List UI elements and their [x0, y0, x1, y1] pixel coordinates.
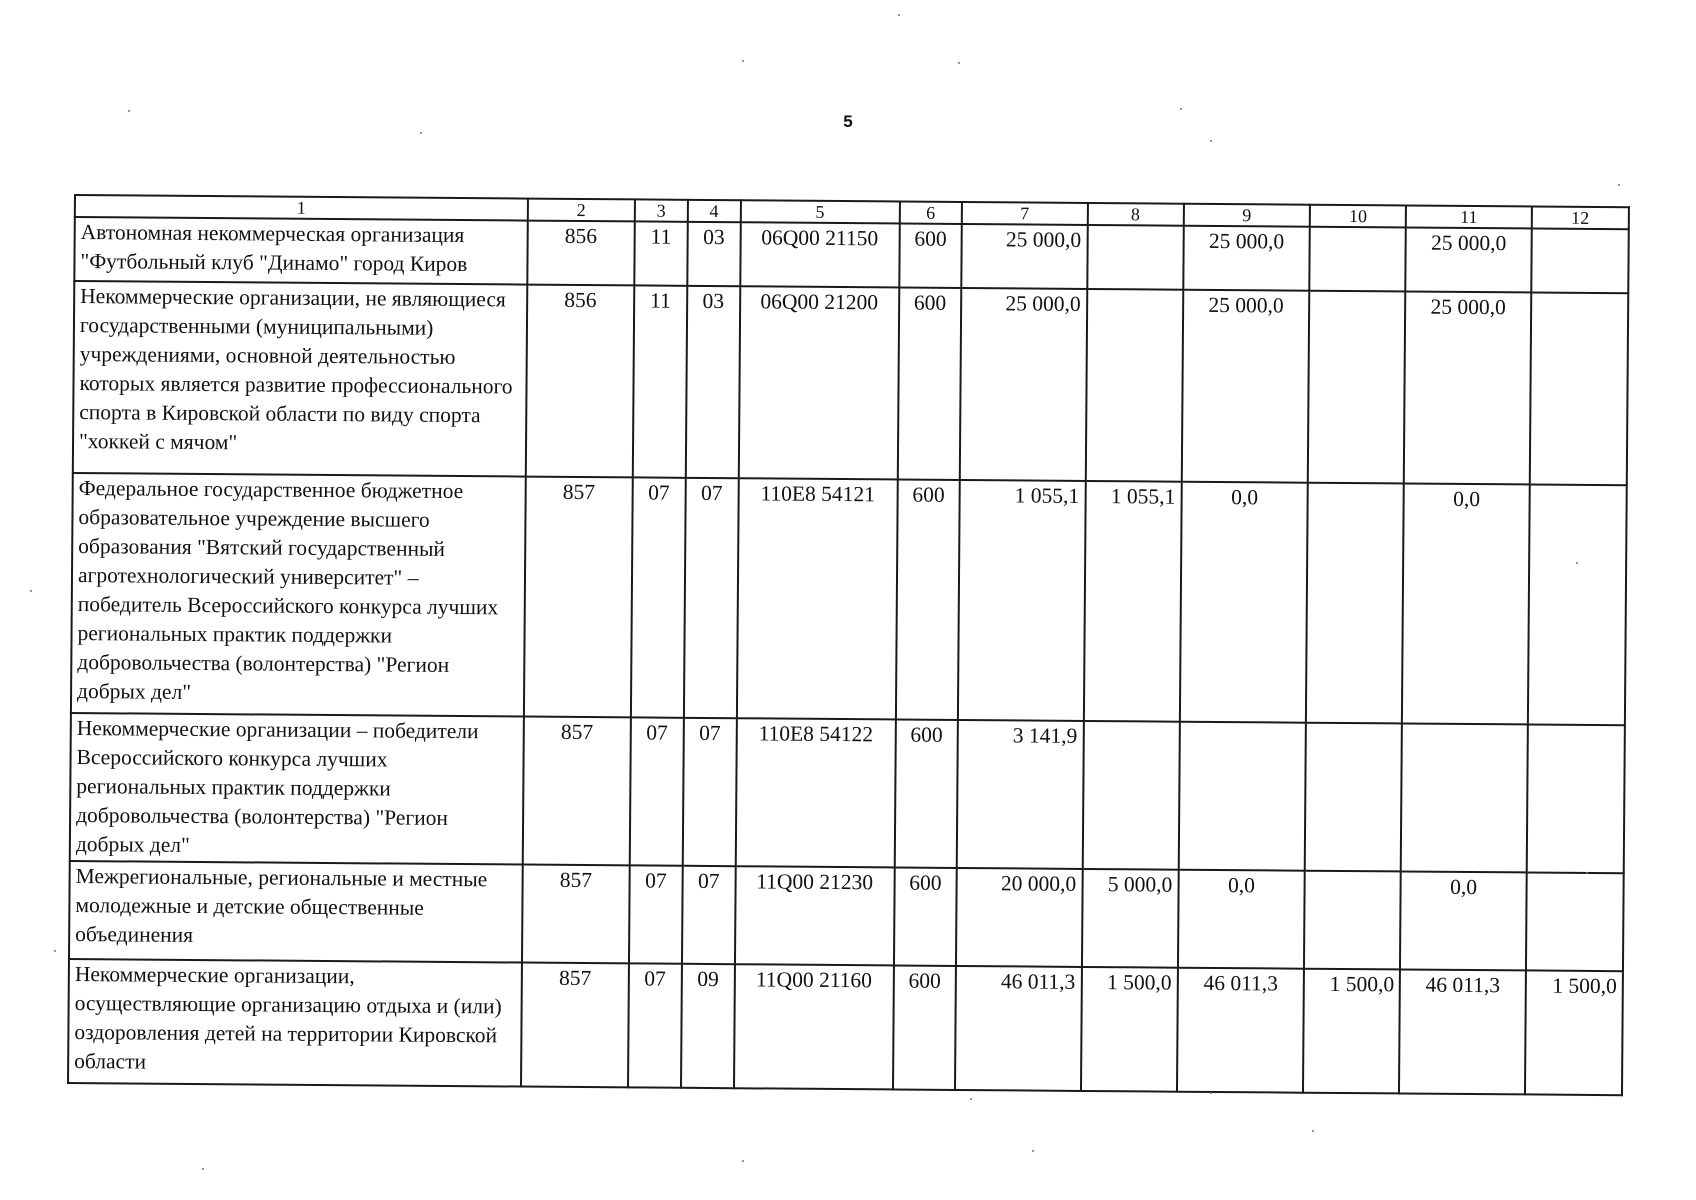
target-code-cell: 06Q00 21200 — [738, 286, 898, 479]
column-header: 8 — [1087, 203, 1183, 226]
column-header: 2 — [528, 199, 635, 222]
amount-cell: 25 000,0 — [960, 288, 1087, 481]
expense-type-cell: 600 — [899, 223, 962, 287]
scan-speck — [742, 1160, 744, 1162]
column-header: 10 — [1310, 205, 1406, 228]
code-cell: 857 — [521, 963, 629, 1088]
expense-type-cell: 600 — [895, 479, 960, 719]
scan-speck — [1618, 184, 1620, 186]
amount-cell: 25 000,0 — [1404, 291, 1531, 484]
amount-cell: 1 055,1 — [958, 480, 1085, 721]
section-cell: 11 — [633, 285, 687, 477]
section-cell: 11 — [634, 221, 687, 285]
scan-speck — [970, 1098, 972, 1100]
scan-speck — [958, 62, 960, 64]
scan-speck — [1210, 1092, 1212, 1094]
amount-cell — [1085, 289, 1183, 482]
subsection-cell: 03 — [686, 286, 740, 478]
table-row — [74, 217, 1628, 293]
amount-cell: 5 000,0 — [1081, 869, 1178, 968]
amount-cell — [1528, 484, 1627, 725]
target-code-cell: 11Q00 21160 — [734, 964, 894, 1089]
target-code-cell: 110E8 54121 — [737, 478, 898, 719]
scan-speck — [742, 60, 744, 62]
subsection-cell: 07 — [682, 866, 736, 964]
column-header: 12 — [1531, 206, 1629, 229]
subsection-cell: 07 — [684, 478, 739, 718]
column-header: 6 — [899, 201, 962, 223]
amount-cell: 0,0 — [1180, 482, 1308, 723]
subsection-cell: 07 — [682, 718, 736, 866]
code-cell: 856 — [526, 285, 634, 478]
amount-cell — [1401, 723, 1528, 872]
section-cell: 07 — [631, 477, 686, 717]
scan-speck — [420, 132, 422, 134]
table-row — [70, 713, 1625, 873]
code-cell: 857 — [522, 865, 630, 964]
amount-cell — [1531, 228, 1629, 293]
expense-type-cell: 600 — [894, 719, 958, 867]
amount-cell — [1178, 722, 1306, 871]
amount-cell: 46 011,3 — [1177, 968, 1304, 1093]
scan-speck — [898, 14, 900, 16]
column-header: 1 — [75, 195, 528, 221]
target-code-cell: 06Q00 21150 — [740, 222, 899, 287]
amount-cell: 25 000,0 — [1406, 227, 1532, 292]
column-header: 5 — [740, 200, 899, 223]
target-code-cell: 110E8 54122 — [735, 718, 895, 867]
scan-speck — [202, 1168, 204, 1170]
scan-speck — [1180, 108, 1182, 110]
budget-table — [67, 194, 1630, 1096]
organization-name: Некоммерческие организации, осуществляющие организацию отдыха и (или) оздоровления детей на территории Кировской области — [68, 959, 522, 1087]
scan-speck — [1210, 140, 1212, 142]
amount-cell — [1526, 724, 1625, 873]
amount-cell: 46 011,3 — [1399, 969, 1525, 1094]
expense-type-cell: 600 — [893, 867, 956, 965]
amount-cell: 25 000,0 — [961, 224, 1087, 289]
scan-speck — [1312, 1130, 1314, 1132]
amount-cell: 20 000,0 — [956, 868, 1082, 967]
scan-speck — [30, 590, 32, 592]
amount-cell: 3 141,9 — [957, 720, 1084, 869]
column-header: 3 — [635, 199, 688, 221]
amount-cell: 25 000,0 — [1183, 226, 1310, 291]
amount-cell — [1306, 483, 1404, 724]
amount-cell: 1 055,1 — [1083, 481, 1181, 722]
section-cell: 07 — [628, 963, 682, 1087]
amount-cell: 0,0 — [1402, 483, 1529, 724]
amount-cell — [1526, 872, 1624, 971]
organization-name: Межрегиональные, региональные и местные молодежные и детские общественные объединения — [69, 861, 523, 963]
amount-cell: 0,0 — [1178, 870, 1305, 969]
scan-speck — [128, 110, 130, 112]
amount-cell — [1082, 721, 1179, 870]
amount-cell: 1 500,0 — [1081, 967, 1178, 1092]
amount-cell: 46 011,3 — [955, 966, 1081, 1091]
amount-cell: 0,0 — [1400, 871, 1526, 970]
table-row — [69, 861, 1624, 971]
column-header: 11 — [1406, 205, 1532, 228]
amount-cell: 1 500,0 — [1525, 970, 1623, 1095]
column-header: 9 — [1183, 204, 1310, 227]
section-cell: 07 — [629, 865, 683, 963]
scan-speck — [1032, 1150, 1034, 1152]
amount-cell — [1087, 225, 1184, 290]
organization-name: Федеральное государственное бюджетное образовательное учреждение высшего образования "Вятский государственный агротехнологический университет" – победитель Всероссийского конкурса лучших региональных практик поддержки добровольчества (волонтерства) "Регион добрых дел" — [71, 473, 526, 717]
section-cell: 07 — [630, 717, 684, 865]
table-row — [68, 959, 1623, 1095]
amount-cell — [1304, 871, 1401, 970]
table-row — [73, 281, 1628, 485]
amount-cell — [1308, 291, 1406, 484]
organization-name: Некоммерческие организации, не являющиеся государственными (муниципальными) учреждениями, основной деятельностью которых является развитие профессионального спорта в Кировской области по виду спорта "хоккей с мячом" — [73, 281, 527, 477]
amount-cell — [1309, 227, 1406, 292]
organization-name: Некоммерческие организации – победители Всероссийского конкурса лучших региональных практик поддержки добровольчества (волонтерства) "Регион добрых дел" — [70, 713, 524, 865]
column-header: 4 — [688, 200, 741, 222]
expense-type-cell: 600 — [892, 965, 956, 1089]
subsection-cell: 09 — [681, 964, 735, 1088]
amount-cell — [1305, 723, 1402, 872]
column-header: 7 — [962, 202, 1088, 225]
page-number: 5 — [843, 112, 853, 131]
table-row — [71, 473, 1627, 725]
scan-speck — [54, 950, 56, 952]
amount-cell: 25 000,0 — [1181, 290, 1309, 483]
code-cell: 857 — [523, 717, 631, 866]
amount-cell: 1 500,0 — [1303, 969, 1400, 1094]
scan-speck — [1586, 872, 1588, 874]
expense-type-cell: 600 — [897, 287, 961, 479]
target-code-cell: 11Q00 21230 — [735, 866, 895, 965]
amount-cell — [1529, 292, 1628, 485]
scan-speck — [1576, 562, 1578, 564]
organization-name: Автономная некоммерческая организация "Футбольный клуб "Динамо" город Киров — [74, 217, 527, 285]
subsection-cell: 03 — [687, 222, 740, 286]
code-cell: 857 — [524, 477, 633, 718]
code-cell: 856 — [527, 221, 634, 286]
